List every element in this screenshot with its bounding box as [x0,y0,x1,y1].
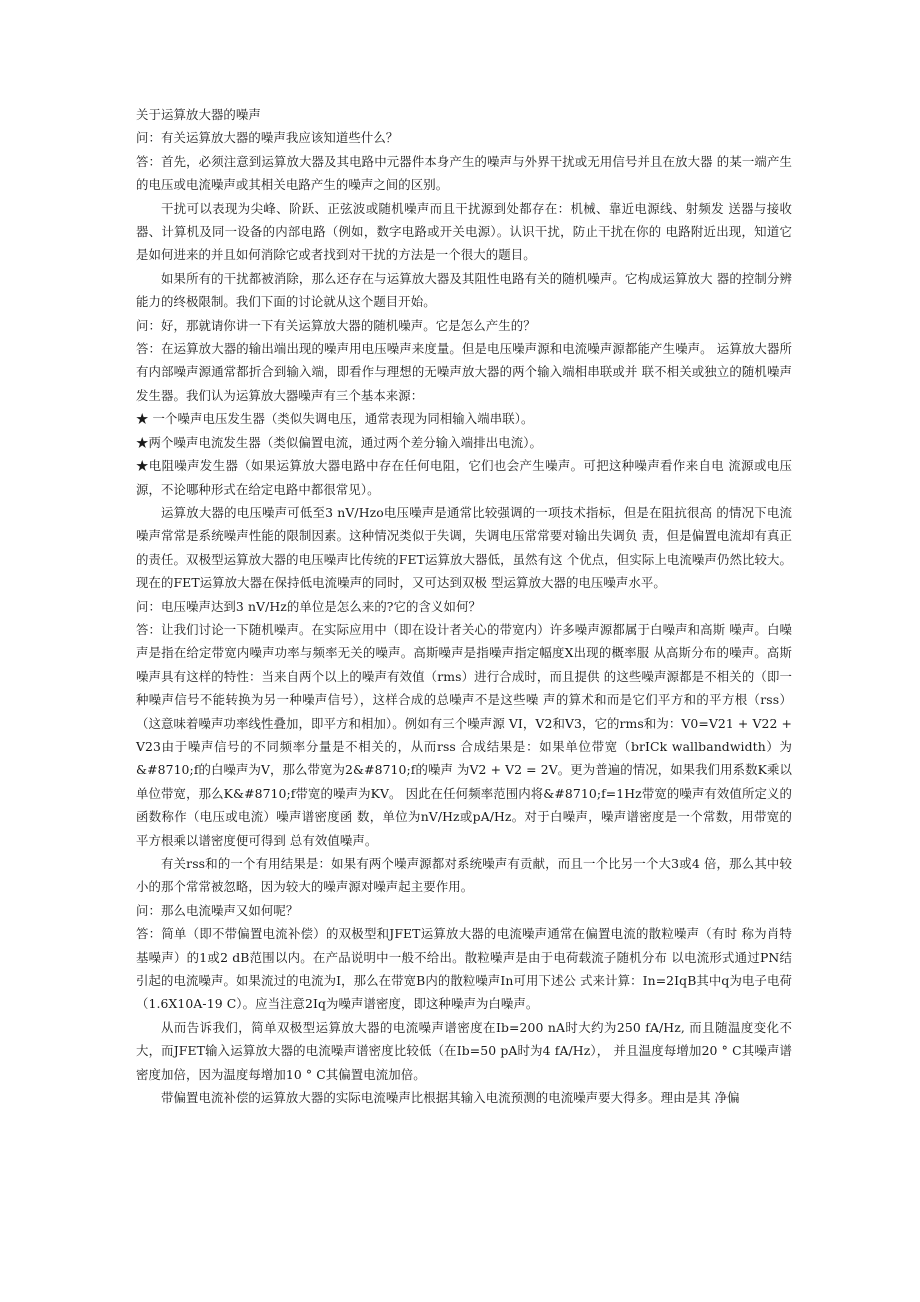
paragraph: ★电阻噪声发生器（如果运算放大器电路中存在任何电阻，它们也会产生噪声。可把这种噪声看作来自电 流源或电压源，不论哪种形式在给定电路中都很常见）。 [136,458,792,497]
document-body [136,103,792,1109]
paragraph-list [136,126,792,1109]
paragraph: ★两个噪声电流发生器（类似偏置电流，通过两个差分输入端排出电流）。 [136,434,542,450]
document-title: 关于运算放大器的噪声 [136,107,261,122]
paragraph: 如果所有的干扰都被消除，那么还存在与运算放大器及其阻性电路有关的随机噪声。它构成运算放大 器的控制分辨能力的终极限制。我们下面的讨论就从这个题目开始。 [136,270,792,310]
paragraph: 答：让我们讨论一下随机噪声。在实际应用中（即在设计者关心的带宽内）许多噪声源都属于白噪声和高斯 噪声。白噪声是指在给定带宽内噪声功率与频率无关的噪声。高斯噪声是指噪声指定幅度X出现的概率服 从高斯分布的噪声。高斯噪声具有这样的特性：当来自两个以上的噪声有效值（rms）进行合成时，而且提供 的这些噪声源都是不相关的（即一种噪声信号不能转换为另一种噪声信号），这样合成的总噪声不是这些噪 声的算术和而是它们平方和的平方根（rss）（这意味着噪声功率线性叠加，即平方和相加）。例如有三个噪声源 VI，V2和V3，它的rms和为：V0=V21 + V22 + V23由于噪声信号的不同频率分量是不相关的，从而rss 合成结果是：如果单位带宽（brICk wallbandwidth）为&#8710;f的白噪声为V，那么带宽为2&#8710;f的噪声 为V2 + V2 = 2V。更为普遍的情况，如果我们用系数K乘以单位带宽，那么K&#8710;f带宽的噪声为KV。 因此在任何频率范围内将&#8710;f=1Hz带宽的噪声有效值所定义的函数称作（电压或电流）噪声谱密度函 数，单位为nV/Hz或pA/Hz。对于白噪声，噪声谱密度是一个常数，用带宽的平方根乘以谱密度便可得到 总有效值噪声。 [136,621,792,848]
paragraph: 问：电压噪声达到3 nV/Hz的单位是怎么来的?它的含义如何？ [136,598,481,614]
paragraph: 有关rss和的一个有用结果是：如果有两个噪声源都对系统噪声有贡献，而且一个比另一个大3或4 倍，那么其中较小的那个常常被忽略，因为较大的噪声源对噪声起主要作用。 [136,856,792,895]
paragraph: 问：好，那就请你讲一下有关运算放大器的随机噪声。它是怎么产生的？ [136,317,536,333]
paragraph: ★ 一个噪声电压发生器（类似失调电压，通常表现为同相输入端串联）。 [136,411,534,427]
paragraph: 运算放大器的电压噪声可低至3 nV/Hzo电压噪声是通常比较强调的一项技术指标，但是在阻抗很高 的情况下电流噪声常常是系统噪声性能的限制因素。这种情况类似于失调，失调电压常常要对输出失调负 责，但是偏置电流却有真正的责任。双极型运算放大器的电压噪声比传统的FET运算放大器低，虽然有这 个优点，但实际上电流噪声仍然比较大。现在的FET运算放大器在保持低电流噪声的同时，又可达到双极 型运算放大器的电压噪声水平。 [136,504,792,591]
paragraph: 答：在运算放大器的输出端出现的噪声用电压噪声来度量。但是电压噪声源和电流噪声源都能产生噪声。 运算放大器所有内部噪声源通常都折合到输入端，即看作与理想的无噪声放大器的两个输入端相串联或并 联不相关或独立的随机噪声发生器。我们认为运算放大器噪声有三个基本来源： [136,341,792,403]
paragraph: 从而告诉我们，简单双极型运算放大器的电流噪声谱密度在Ib=200 nA时大约为250 fA/Hz, 而且随温度变化不大，而JFET输入运算放大器的电流噪声谱密度比较低（在Ib=50 pA时为4 fA/Hz）， 并且温度每增加20 ° C其噪声谱密度加倍，因为温度每增加10 ° C其偏置电流加倍。 [136,1019,792,1082]
paragraph: 带偏置电流补偿的运算放大器的实际电流噪声比根据其输入电流预测的电流噪声要大得多。理由是其 净偏 [161,1090,740,1106]
paragraph: 答：首先，必须注意到运算放大器及其电路中元器件本身产生的噪声与外界干扰或无用信号并且在放大器 的某一端产生的电压或电流噪声或其相关电路产生的噪声之间的区别。 [136,153,792,193]
paragraph: 答：简单（即不带偏置电流补偿）的双极型和JFET运算放大器的电流噪声通常在偏置电流的散粒噪声（有时 称为肖特基噪声）的1或2 dB范围以内。在产品说明中一般不给出。散粒噪声是由于电荷载流子随机分布 以电流形式通过PN结引起的电流噪声。如果流过的电流为I，那么在带宽B内的散粒噪声In可用下述公 式来计算：In=2IqB其中q为电子电荷（1.6X10A-19 C）。应当注意2Iq为噪声谱密度，即这种噪声为白噪声。 [136,926,792,1012]
paragraph: 问：那么电流噪声又如何呢？ [136,902,299,918]
paragraph: 问：有关运算放大器的噪声我应该知道些什么？ [136,130,399,146]
paragraph: 干扰可以表现为尖峰、阶跃、正弦波或随机噪声而且干扰源到处都存在：机械、靠近电源线、射频发 送器与接收器、计算机及同一设备的内部电路（例如，数字电路或开关电源）。认识干扰，防止干扰在你的 电路附近出现，知道它是如何进来的并且如何消除它或者找到对干扰的方法是一个很大的题目。 [136,200,792,263]
